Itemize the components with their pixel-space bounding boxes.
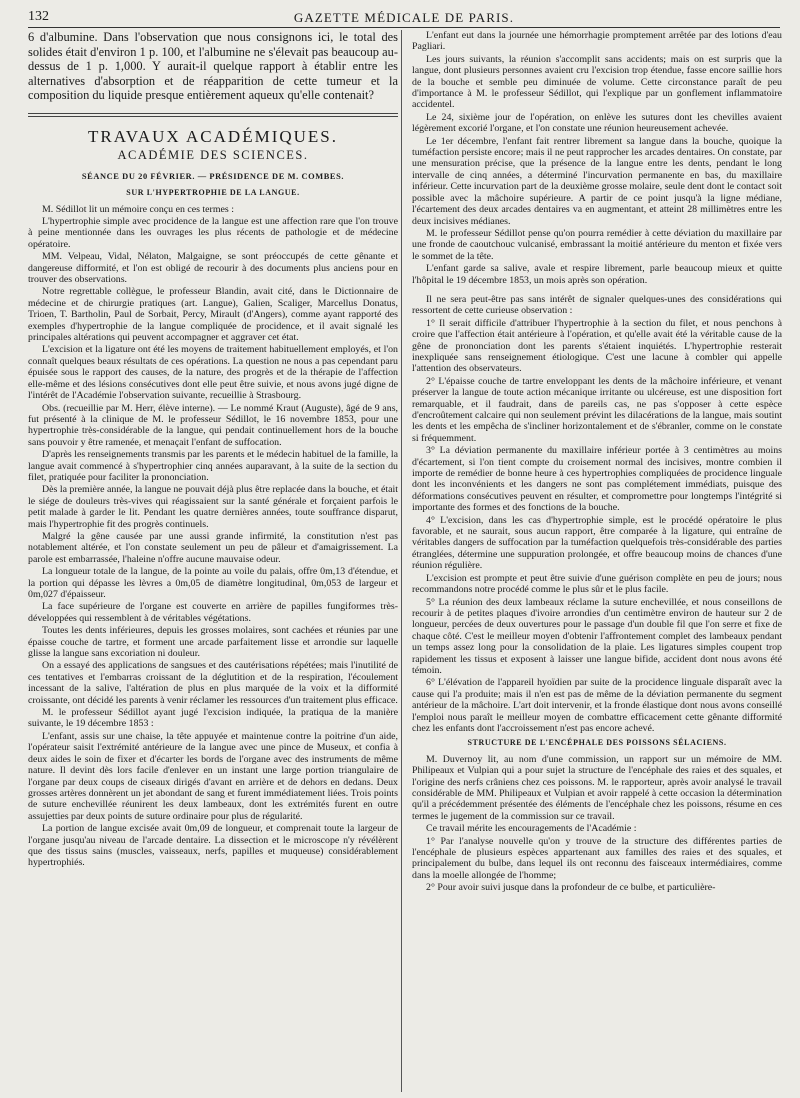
paragraph: Les jours suivants, la réunion s'accomplit sans accidents; mais on est surpris que la langue, dont plusieurs personnes avaient cru l'excision trop étendue, fasse encore saillie hors de la bouche et semble peu diminuée de volume. Cette circonstance paraît de peu d'importance à M. le professeur Sédillot, qui l'explique par un gonflement inflammatoire accidentel. <box>412 53 782 111</box>
paragraph: La longueur totale de la langue, de la pointe au voile du palais, offre 0m,13 d'étendue, et la portion qui dépasse les lèvres a 0m,05 de diamètre longitudinal, 0m,053 de largeur et 0m,027 d'épaisseur. <box>28 566 398 600</box>
column-divider <box>401 30 402 1092</box>
right-body-a <box>412 30 782 286</box>
paragraph: Toutes les dents inférieures, depuis les grosses molaires, sont cachées et réunies par une épaisse couche de tartre, et forment une arcade parfaitement lisse et arrondie sur laquelle glisse la langue sans excoriation ni douleur. <box>28 625 398 660</box>
paragraph: D'après les renseignements transmis par les parents et le médecin habituel de la famille, la langue avait commencé à s'hypertrophier cinq années auparavant, à la suite de la section du filet, pratiquée pour faciliter la prononciation. <box>28 449 398 483</box>
paragraph: L'excision est prompte et peut être suivie d'une guérison complète en peu de jours; nous recommandons notre procédé comme le plus sûr et le plus facile. <box>412 572 782 596</box>
topic-heading: SUR L'HYPERTROPHIE DE LA LANGUE. <box>126 188 300 198</box>
session-line: SÉANCE DU 20 FÉVRIER. — PRÉSIDENCE DE M. COMBES. <box>81 171 345 181</box>
paragraph: MM. Velpeau, Vidal, Nélaton, Malgaigne, se sont préoccupés de cette gênante et dangereuse difformité, et l'on est obligé de recourir à des documents plus anciens pour en trouver des observations. <box>28 251 398 286</box>
paragraph: Le 24, sixième jour de l'opération, on enlève les sutures dont les chevilles avaient légèrement excorié l'organe, et l'on constate une réunion heureusement achevée. <box>412 111 782 135</box>
paragraph: Il ne sera peut-être pas sans intérêt de signaler quelques-unes des considérations qui ressortent de cette curieuse observation : <box>412 293 782 317</box>
continuation-paragraph: 6 d'albumine. Dans l'observation que nous consignons ici, le total des solides était d'environ 1 p. 100, et l'albumine ne s'élevait pas beaucoup au-dessus de 1 p. 1,000. Y aurait-il quelque rapport à établir entre les alternatives d'absorption et de réapparition de cette tumeur et la composition du liquide presque entièrement aqueux qu'elle contenait? <box>28 30 398 103</box>
paragraph-gap <box>412 287 782 294</box>
section-rule <box>28 116 398 117</box>
page-header <box>28 9 780 28</box>
paragraph: La portion de langue excisée avait 0m,09 de longueur, et comprenait toute la largeur de l'organe jusqu'au niveau de l'arcade dentaire. La dissection et le microscope n'y révélèrent que des tissus sains (muscles, vaisseaux, nerfs, papilles et muqueuse) considérablement hypertrophiés. <box>28 823 398 869</box>
section-rule <box>28 113 398 114</box>
paragraph: Obs. (recueillie par M. Herr, élève interne). — Le nommé Kraut (Auguste), âgé de 9 ans, fut présenté à la clinique de M. le professeur Sédillot, le 16 novembre 1853, pour une hypertrophie très-considérable de la langue, qui pendait continuellement hors de la bouche sans pouvoir y être ramenée, et menaçait l'enfant de suffocation. <box>28 402 398 448</box>
page-number: 132 <box>28 9 49 24</box>
paragraph: Ce travail mérite les encouragements de l'Académie : <box>426 823 637 835</box>
paragraph: L'enfant eut dans la journée une hémorrhagie promptement arrêtée par des lotions d'eau Pagliari. <box>412 30 782 53</box>
paragraph: 5° La réunion des deux lambeaux réclame la suture enchevillée, et nous conseillons de recourir à de petites plaques d'ivoire arrondies d'un centimètre environ de hauteur sur 2 de longueur, percées de deux ouvertures pour le passage d'un double fil que l'on serre et fixe de chaque côté. C'est le meilleur moyen d'obtenir l'affrontement complet des lambeaux pendant un temps assez long pour la consolidation de la plaie. Les ligatures simples coupent trop rapidement les tissus et exposent à laisser une langue bifide, accident dont nous avons été témoin. <box>412 596 782 676</box>
paragraph: On a essayé des applications de sangsues et des cautérisations répétées; mais l'inutilité de ces tentatives et l'embarras croissant de la déglutition et de la respiration, l'écoulement incessant de la salive, l'altération de plus en plus marquée de la voix et la difformité croissante, ont décidé les parents à venir réclamer les ressources d'un traitement plus efficace. <box>28 660 398 706</box>
left-body <box>28 204 398 869</box>
paragraph: 4° L'excision, dans les cas d'hypertrophie simple, est le procédé opératoire le plus favorable, et ne saurait, sous aucun rapport, être comparée à la ligature, qui entraîne de véritables dangers de suffocation par la tuméfaction quelquefois très-considérable des parties étranglées, détermine une suppuration prolongée, et offre beaucoup moins de chances d'une réunion régulière. <box>412 514 782 572</box>
section-title: TRAVAUX ACADÉMIQUES. <box>87 126 338 146</box>
topic-heading-2: STRUCTURE DE L'ENCÉPHALE DES POISSONS SÉLACIENS. <box>467 738 727 748</box>
paragraph: Malgré la gêne causée par une aussi grande infirmité, la constitution n'est pas notablement altérée, et l'on constate seulement un peu de pâleur et d'amaigrissement. La parole est embarrassée, l'haleine n'offre aucune mauvaise odeur. <box>28 530 398 565</box>
paragraph: M. le professeur Sédillot pense qu'on pourra remédier à cette déviation du maxillaire par une fronde de caoutchouc vulcanisé, embrassant la moitié antérieure du menton et fixée vers le sommet de la tête. <box>412 227 782 262</box>
paragraph: 1° Par l'analyse nouvelle qu'on y trouve de la structure des différentes parties de l'encéphale de plusieurs espèces appartenant aux familles des raies et des squales, et principalement du bulbe, dans lequel ils ont reconnu des faisceaux intermédiaires, comme dans la moelle allongée de l'homme; <box>412 835 782 881</box>
paragraph: 2° Pour avoir suivi jusque dans la profondeur de ce bulbe, et particulière- <box>426 882 716 894</box>
paragraph: L'excision et la ligature ont été les moyens de traitement habituellement employés, et l'on connaît quelques beaux résultats de ces opérations. La question ne nous a pas cependant paru épuisée sous le rapport des causes, de la nature, des progrès et de la thérapie de l'affection elle-même et des lésions consécutives dont elle peut être suivie, et nous avons jugé digne de l'intérêt de l'Académie l'observation suivante, recueillie à Strasbourg. <box>28 344 398 402</box>
academy-heading: ACADÉMIE DES SCIENCES. <box>117 148 309 163</box>
paragraph: L'enfant garde sa salive, avale et respire librement, parle beaucoup mieux et quitte l'hôpital le 19 décembre 1853, un mois après son opération. <box>412 263 782 286</box>
right-body-b <box>412 294 782 734</box>
paragraph: Le 1er décembre, l'enfant fait rentrer librement sa langue dans la bouche, quoique la tuméfaction persiste encore; mais il ne peut rapprocher les arcades dentaires. On constate, par une mensuration précise, que la présence de la langue entre les dents, pendant le long intervalle de cinq années, a déterminé l'incurvation permanente en bas, du maxillaire inférieur. Cette incurvation part de la deuxième grosse molaire, seule dent dont le contact soit possible avec la mâchoire supérieure. A partir de ce point jusqu'à la ligne médiane, l'écartement des deux arcades dentaires va en augmentant, et atteint 28 millimètres entre les deux incisives médianes. <box>412 135 782 227</box>
paragraph: M. Sédillot lit un mémoire conçu en ces termes : <box>42 203 234 215</box>
paragraph: Notre regrettable collègue, le professeur Blandin, avait cité, dans le Dictionnaire de médecine et de chirurgie pratiques (art. Langue), Galien, Scaliger, Marcellus Donatus, Trioen, T. Bartholin, Paul de Sorbait, Percy, Mirault (d'Angers), comme ayant rapporté des exemples d'hypertrophie de la langue compliquée de procidence, et il avait signalé les principales altérations qui peuvent accompagner et aggraver cet état. <box>28 286 398 344</box>
paragraph: 6° L'élévation de l'appareil hyoïdien par suite de la procidence linguale disparaît avec la cause qui l'a produite; mais il n'en est pas de même de la déviation permanente du segment antérieur de la mâchoire. L'art doit intervenir, et la fronde élastique dont nous avons conseillé l'emploi nous paraît le meilleur moyen de combattre efficacement cette gênante difformité chez les enfants dont l'accroissement n'est pas encore achevé. <box>412 677 782 734</box>
paragraph: La face supérieure de l'organe est couverte en arrière de papilles fungiformes très-développées qui ressemblent à de véritables végétations. <box>28 601 398 624</box>
paragraph: L'hypertrophie simple avec procidence de la langue est une affection rare que l'on trouve à peine mentionnée dans les ouvrages les plus récents de pathologie et de médecine opératoire. <box>28 216 398 250</box>
paragraph: M. le professeur Sédillot ayant jugé l'excision indiquée, la pratiqua de la manière suivante, le 19 décembre 1853 : <box>28 707 398 730</box>
paragraph: M. Duvernoy lit, au nom d'une commission, un rapport sur un mémoire de MM. Philipeaux et Vulpian qui a pour sujet la structure de l'encéphale des raies et des squales, et l'origine des nerfs crâniens chez ces poissons. M. le rapporteur, après avoir analysé le travail considérable de MM. Philipeaux et Vulpian et avoir rappelé à cette occasion la détermination qu'il a précédemment présentée des éléments de l'encéphale chez les poissons, résume en ces termes le jugement de la commission sur ce travail. <box>412 753 782 822</box>
right-column <box>412 30 782 1092</box>
right-body-c <box>412 754 782 894</box>
paragraph: L'enfant, assis sur une chaise, la tête appuyée et maintenue contre la poitrine d'un aide, l'opérateur saisit l'extrémité antérieure de la langue avec une pince de Museux, et confia à deux aides le soin de fixer et d'écarter les bords de l'organe avec des instruments de même nature. Il devint dès lors facile d'enlever en un instant une large portion triangulaire de l'organe par deux coups de ciseaux dirigés d'avant en arrière et de dehors en dedans. Deux grosses artères donnèrent un jet abondant de sang et furent immédiatement liées. Trois points de suture enchevillée réunirent les deux lambeaux, dont les extrémités furent en outre assujetties par deux points de suture ordinaire pour plus de régularité. <box>28 730 398 822</box>
paragraph: 2° L'épaisse couche de tartre enveloppant les dents de la mâchoire inférieure, et venant préserver la langue de toute action mécanique irritante ou ulcéreuse, est une disposition fort remarquable, et il faudrait, dans de pareils cas, ne pas s'opposer à cette espèce d'encroûtement calcaire qui non seulement prévint les dilacérations de la langue, mais soutint les dents et les empêcha de s'incliner horizontalement et de s'ébranler, comme on le constate si fréquemment. <box>412 375 782 444</box>
paragraph: 3° La déviation permanente du maxillaire inférieur portée à 3 centimètres au moins d'écartement, si l'on tient compte du croisement normal des incisives, montre combien il importe de remédier de bonne heure à ces hypertrophies compliquées de procidence linguale dont les inconvénients et les dangers ne sont pas complétement immédiats, puisque des déformations consécutives peuvent en résulter, et compromettre pour longtemps l'intégrité si importante des formes et des fonctions de la bouche. <box>412 445 782 514</box>
paragraph: Dès la première année, la langue ne pouvait déjà plus être replacée dans la bouche, et était le siége de douleurs très-vives qui réagissaient sur la santé générale et forçaient parfois le petit malade à garder le lit. Pendant les quatre dernières années, toute souffrance disparut, mais l'hypertrophie fit des progrès continuels. <box>28 484 398 530</box>
journal-title: GAZETTE MÉDICALE DE PARIS. <box>293 10 515 25</box>
left-column <box>28 30 398 1092</box>
paragraph: 1° Il serait difficile d'attribuer l'hypertrophie à la section du filet, et nous penchons à croire que l'affection était antérieure à l'opération, et qu'elle avait été la véritable cause de la gêne de prononciation dont les parents s'étaient inquiétés. L'hypertrophie resterait inexpliquée sans renseignement étiologique. C'est une lacune à combler qui appelle l'attention des observateurs. <box>412 317 782 375</box>
